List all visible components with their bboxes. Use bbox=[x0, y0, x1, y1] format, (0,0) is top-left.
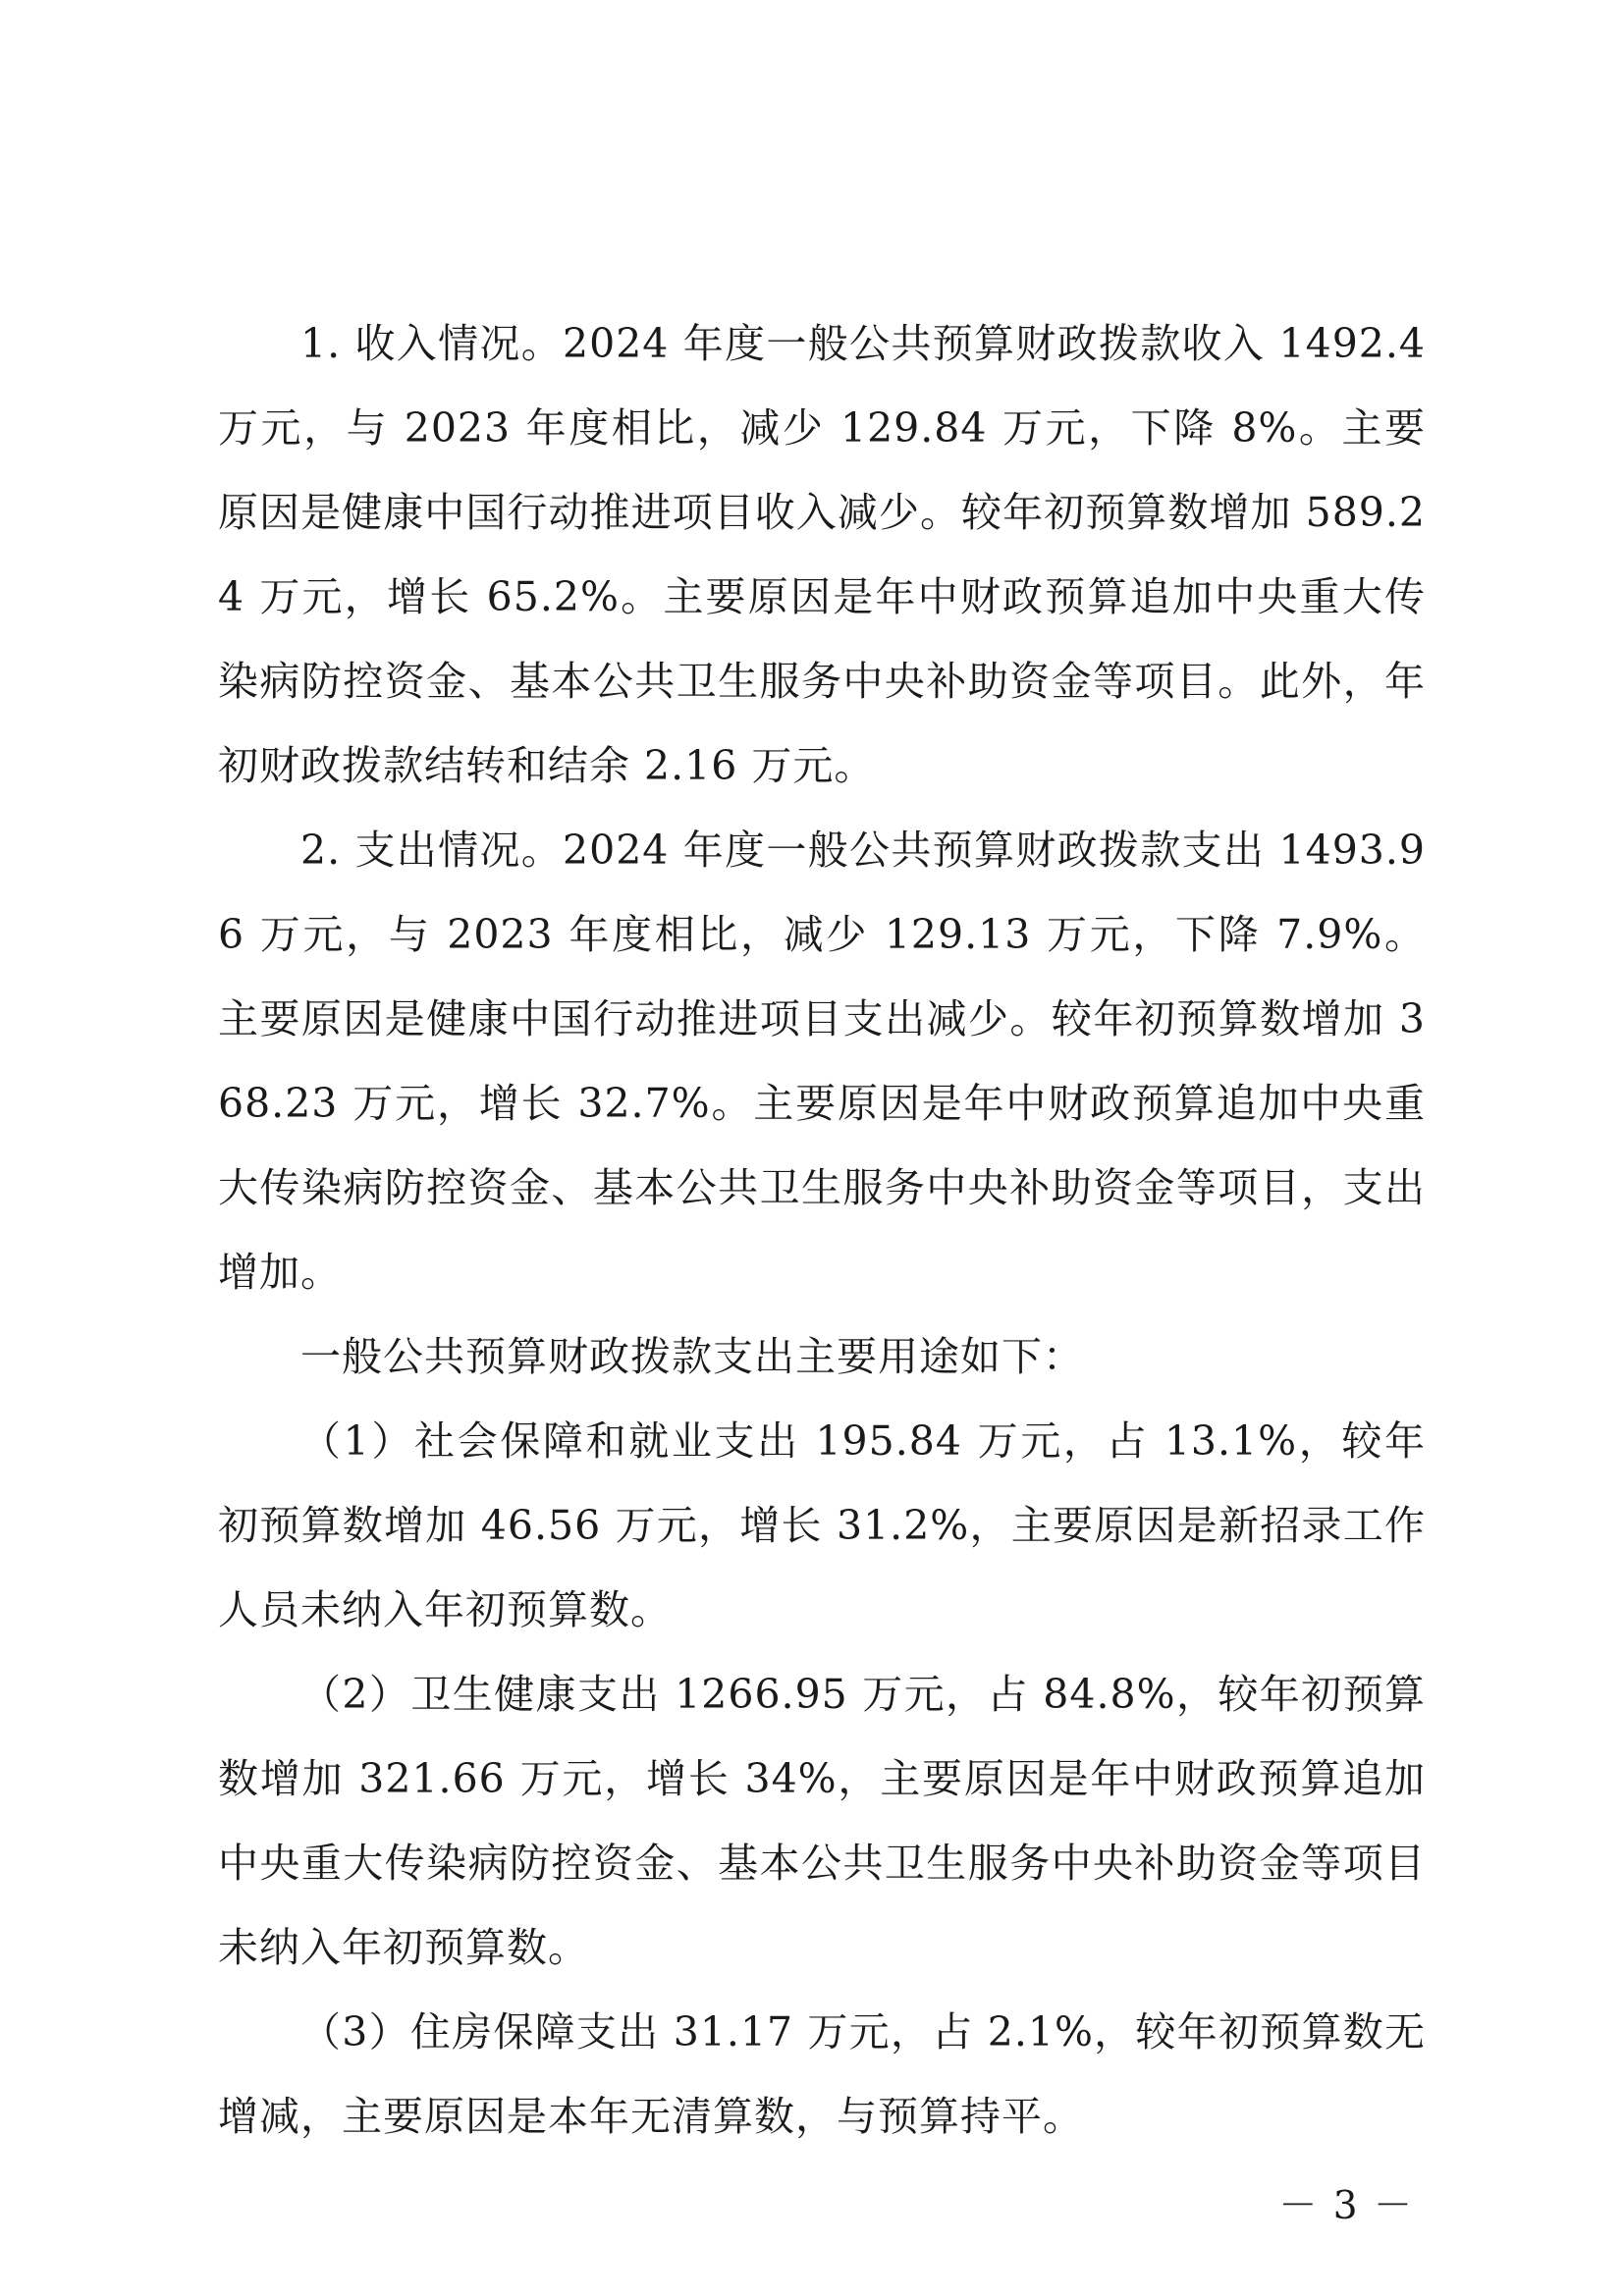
paragraph-housing: （3）住房保障支出 31.17 万元，占 2.1%，较年初预算数无增减，主要原因是本年无清算数，与预算持平。 bbox=[218, 2008, 1426, 2140]
paragraph-social-security: （1）社会保障和就业支出 195.84 万元，占 13.1%，较年初预算数增加 46.56 万元，增长 31.2%，主要原因是新招录工作人员未纳入年初预算数。 bbox=[218, 1417, 1426, 1633]
paragraph-health: （2）卫生健康支出 1266.95 万元，占 84.8%，较年初预算数增加 321.66 万元，增长 34%，主要原因是年中财政预算追加中央重大传染病防控资金、基本公共卫生服务中央补助资金等项目未纳入年初预算数。 bbox=[218, 1671, 1426, 1971]
paragraph-expenditure: 2. 支出情况。2024 年度一般公共预算财政拨款支出 1493.96 万元，与 2023 年度相比，减少 129.13 万元，下降 7.9%。主要原因是健康中国行动推进项目支出减少。较年初预算数增加 368.23 万元，增长 32.7%。主要原因是年中财政预算追加中央重大传染病防控资金、基本公共卫生服务中央补助资金等项目，支出增加。 bbox=[218, 827, 1426, 1296]
document-body bbox=[218, 301, 1426, 2159]
page-number: － 3 － bbox=[1278, 2184, 1414, 2228]
paragraph-usage-intro: 一般公共预算财政拨款支出主要用途如下： bbox=[300, 1333, 1084, 1380]
paragraph-income: 1. 收入情况。2024 年度一般公共预算财政拨款收入 1492.4 万元，与 2023 年度相比，减少 129.84 万元，下降 8%。主要原因是健康中国行动推进项目收入减少。较年初预算数增加 589.24 万元，增长 65.2%。主要原因是年中财政预算追加中央重大传染病防控资金、基本公共卫生服务中央补助资金等项目。此外，年初财政拨款结转和结余 2.16 万元。 bbox=[218, 320, 1426, 789]
